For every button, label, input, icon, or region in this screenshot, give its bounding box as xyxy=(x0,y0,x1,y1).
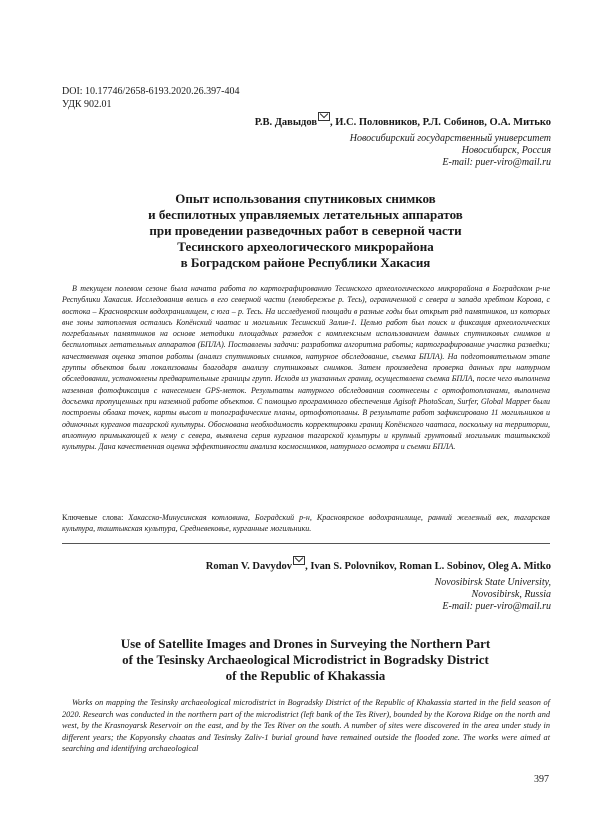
affiliation-line: Novosibirsk State University, xyxy=(434,577,551,588)
affiliation-en xyxy=(231,577,551,613)
email: E-mail: puer-viro@mail.ru xyxy=(442,601,551,612)
affiliation-line: Novosibirsk, Russia xyxy=(471,589,551,600)
author-first: Р.В. Давыдов xyxy=(254,117,318,128)
envelope-icon xyxy=(318,112,330,121)
page-number: 397 xyxy=(534,774,549,785)
title-line: и беспилотных управляемых летательных аппаратов xyxy=(148,207,463,222)
abstract-ru: В текущем полевом сезоне была начата работа по картографированию Тесинского археологического микрорайона в Боградском р-не Республики Хакасия. Исследования велись в его северной части (левобережье р. Тесь), ограниченной с севера и запада хребтом Корова, с востока – Красноярским водохранилищем, с юга – р. Тесь. На исследуемой площади в разные годы был открыт ряд памятников, из которых вне зоны затопления остались Копёнский чаатас и могильник Тесинский Залив-1. Целью работ был поиск и фиксация археологических погребальных памятников на основе методики площадных разведок с комплексным использованием данных спутниковых снимков и беспилотных летательных аппаратов (БПЛА). Поставлены задачи: разработка алгоритма работы; картографирование участка разведки; качественная оценка этапов работы (анализ спутниковых снимков, натурное обследование, съемка БПЛА). На подготовительном этапе группы объектов были локализованы благодаря анализу спутниковых снимков. Затем произведена проверка данных при натурном обследовании, установлены предварительные границы групп. Исходя из указанных границ, осуществлена съемка БПЛА, после чего выполнена наземная фотофиксация с нанесением GPS-меток. Результаты натурного обследования соотнесены с ортофотопланами, выполнена досъемка пропущенных при наземной работе объектов. С помощью программного обеспечения Agisoft PhotoScan, Surfer, Global Mapper были построены облака точек, карты высот и топографические планы, ортофотопланы. В результате работ зафиксировано 11 могильников и одиночных курганов тагарской культуры. Обоснована необходимость корректировки границ Копёнского чаатаса, поскольку на территории, вплотную примыкающей к нему с севера, выявлена серия курганов тагарской культуры и крупный грунтовый могильник таштыкской культуры. Дана качественная оценка эффективности анализа космоснимков, натурного осмотра и съемки БПЛА. xyxy=(62,284,550,452)
title-line: Use of Satellite Images and Drones in Surveying the Northern Part xyxy=(120,636,491,651)
doi: DOI: 10.17746/2658-6193.2020.26.397-404 xyxy=(62,86,240,97)
authors-rest: , И.С. Половников, Р.Л. Собинов, О.А. Митько xyxy=(330,117,551,128)
authors-ru xyxy=(255,116,551,128)
title-line: Опыт использования спутниковых снимков xyxy=(175,191,436,206)
title-line: при проведении разведочных работ в северной части xyxy=(149,223,462,238)
authors-rest: , Ivan S. Polovnikov, Roman L. Sobinov, Oleg A. Mitko xyxy=(305,561,551,572)
keywords-label: Ключевые слова: xyxy=(62,513,129,522)
title-line: of the Republic of Khakassia xyxy=(225,668,386,683)
title-ru xyxy=(60,191,551,271)
email: E-mail: puer-viro@mail.ru xyxy=(442,157,551,168)
divider xyxy=(62,543,550,544)
authors-en xyxy=(206,560,551,572)
abstract-en: Works on mapping the Tesinsky archaeological microdistrict in Bogradsky District of the Republic of Khakassia started in the field season of 2020. Research was conducted in the northern part of the microdistrict (left bank of the Tes River), bounded by the Korova Ridge on the north and west, by the Krasnoyarsk Reservoir on the east, and by the Tes River on the south. A number of sites were discovered in the area under study in different years; the Kopyonsky chaatas and Tesinsky Zaliv-1 burial ground have remained outside the flooded zone. The works were aimed at searching and identifying archaeological xyxy=(62,698,550,754)
title-line: в Боградском районе Республики Хакасия xyxy=(180,255,431,270)
affiliation-ru xyxy=(231,133,551,169)
affiliation-line: Новосибирский государственный университет xyxy=(349,133,551,144)
udc: УДК 902.01 xyxy=(62,99,112,110)
title-line: of the Tesinsky Archaeological Microdistrict in Bogradsky District xyxy=(122,652,489,667)
title-line: Тесинского археологического микрорайона xyxy=(177,239,434,254)
title-en xyxy=(60,636,551,684)
author-first: Roman V. Davydov xyxy=(205,561,293,572)
envelope-icon xyxy=(293,556,305,565)
affiliation-line: Новосибирск, Россия xyxy=(461,145,551,156)
keywords-ru xyxy=(62,512,550,535)
keywords-text: Хакасско-Минусинская котловина, Боградский р-н, Красноярское водохранилище, ранний железный век, тагарская культура, таштыкская культура, Средневековье, курганные могильники. xyxy=(62,513,550,534)
